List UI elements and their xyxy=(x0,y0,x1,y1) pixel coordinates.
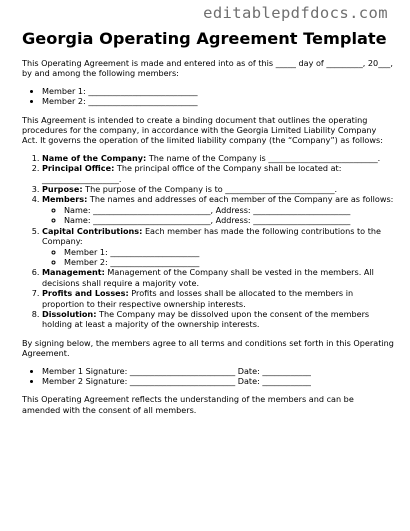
section-dissolution xyxy=(42,309,394,330)
contribution-list xyxy=(42,247,394,268)
signature-list xyxy=(22,366,394,387)
member-address-list xyxy=(42,205,394,226)
section-purpose xyxy=(42,184,394,194)
contribution-line: ◦ Member 1: ______________________ xyxy=(64,247,394,257)
section-label: Profits and Losses: xyxy=(42,288,129,299)
member-line: • Member 1: ___________________________ xyxy=(42,86,394,96)
section-label: Members: xyxy=(42,194,88,205)
section-text: The Company may be dissolved upon the consent of the members holding at least a majority of the ownership interests. xyxy=(42,308,370,330)
section-text: Profits and losses shall be allocated to the members in proportion to their respective ownership interests. xyxy=(42,288,354,309)
section-label: Principal Office: xyxy=(42,163,115,174)
document-body xyxy=(22,58,394,422)
document-title: Georgia Operating Agreement Template xyxy=(22,29,387,48)
section-label: Capital Contributions: xyxy=(42,225,143,236)
section-text: The name of the Company is ___________________________. xyxy=(146,152,381,163)
section-profits-losses xyxy=(42,288,394,309)
contribution-line: ◦ Member 2: ______________________ xyxy=(64,257,394,267)
section-text: The names and addresses of each member of the Company are as follows: xyxy=(87,194,394,205)
section-text: Management of the Company shall be vested in the members. All decisions shall require a majority vote. xyxy=(42,267,374,288)
member-line: • Member 2: ___________________________ xyxy=(42,96,394,106)
section-name-of-company xyxy=(42,153,394,163)
section-members xyxy=(42,194,394,225)
section-text: The principal office of the Company shall be located at: ___________________. xyxy=(42,163,342,184)
signing-intro: By signing below, the members agree to all terms and conditions set forth in this Operating Agreement. xyxy=(22,337,394,359)
section-label: Purpose: xyxy=(42,184,83,195)
section-text: Each member has made the following contributions to the Company: xyxy=(42,225,381,247)
members-list xyxy=(22,86,394,107)
section-label: Management: xyxy=(42,267,105,278)
member-address-line: ◦ Name: _____________________________, Address: ________________________ xyxy=(64,205,394,215)
signature-line: • Member 2 Signature: __________________________ Date: ____________ xyxy=(42,376,394,386)
closing-paragraph: This Operating Agreement reflects the understanding of the members and can be amended with the consent of all members. xyxy=(22,394,354,415)
section-text: The purpose of the Company is to ___________________________. xyxy=(82,184,338,195)
section-principal-office xyxy=(42,163,394,184)
section-management xyxy=(42,267,394,288)
signature-line: • Member 1 Signature: __________________________ Date: ____________ xyxy=(42,366,394,376)
section-label: Name of the Company: xyxy=(42,152,147,163)
section-label: Dissolution: xyxy=(42,308,97,319)
site-watermark: editablepdfdocs.com xyxy=(203,4,388,22)
member-address-line: ◦ Name: _____________________________, Address: ________________________ xyxy=(64,215,394,225)
intro-paragraph: This Operating Agreement is made and entered into as of this _____ day of _________, 20___, by and among the following members: xyxy=(22,58,393,79)
purpose-paragraph: This Agreement is intended to create a binding document that outlines the operating procedures for the company, in accordance with the Georgia Limited Liability Company Act. It governs the operation of the limited liability company (the “Company”) as follows: xyxy=(22,114,383,146)
section-capital-contributions xyxy=(42,226,394,268)
sections-list xyxy=(22,153,394,330)
